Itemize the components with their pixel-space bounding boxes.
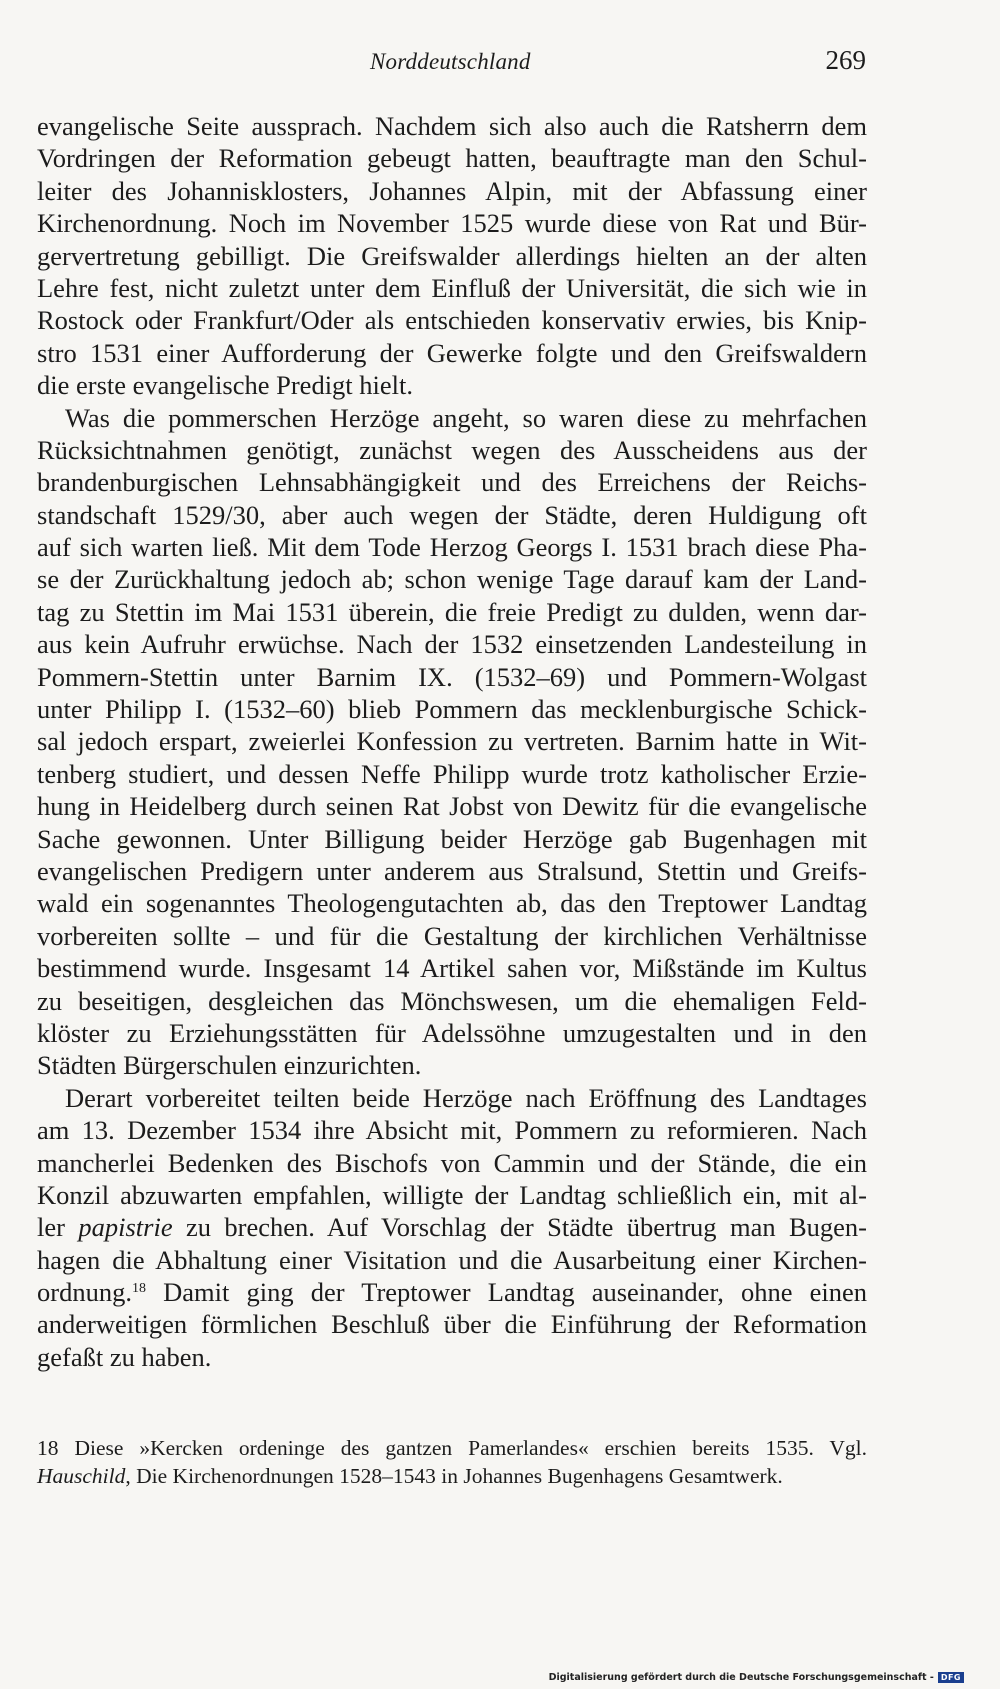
text-line: evangelischen Predigern unter anderem aus Stralsund, Stettin und Greifs- bbox=[37, 855, 867, 886]
text-line: Rostock oder Frankfurt/Oder als entschieden konservativ erwies, bis Knip- bbox=[37, 305, 867, 336]
text-line: ler papistrie zu brechen. Auf Vorschlag der Städte übertrug man Bugen- bbox=[37, 1212, 867, 1243]
text-line: Kirchenordnung. Noch im November 1525 wurde diese von Rat und Bür- bbox=[37, 208, 867, 239]
text-line: gervertretung gebilligt. Die Greifswalder allerdings hielten an der alten bbox=[37, 240, 867, 271]
text-line: Derart vorbereitet teilten beide Herzöge nach Eröffnung des Landtages bbox=[65, 1082, 867, 1113]
text-line: leiter des Johannisklosters, Johannes Alpin, mit der Abfassung einer bbox=[37, 175, 867, 206]
text-line: Rücksichtnahmen genötigt, zunächst wegen des Ausscheidens aus der bbox=[37, 434, 867, 465]
text-line: auf sich warten ließ. Mit dem Tode Herzog Georgs I. 1531 brach diese Pha- bbox=[37, 532, 867, 563]
digitization-credit bbox=[549, 1672, 964, 1683]
text-line: unter Philipp I. (1532–60) blieb Pommern das mecklenburgische Schick- bbox=[37, 694, 867, 725]
text-line: se der Zurückhaltung jedoch ab; schon wenige Tage darauf kam der Land- bbox=[37, 564, 867, 595]
footnote-author: Hauschild bbox=[37, 1464, 126, 1488]
running-title: Norddeutschland bbox=[370, 49, 531, 74]
text-line: vorbereiten sollte – und für die Gestaltung der kirchlichen Verhältnisse bbox=[37, 920, 867, 951]
body-text bbox=[37, 110, 867, 1373]
footnote bbox=[37, 1434, 867, 1490]
text-line: am 13. Dezember 1534 ihre Absicht mit, Pommern zu reformieren. Nach bbox=[37, 1115, 867, 1146]
text-line: tag zu Stettin im Mai 1531 überein, die freie Predigt zu dulden, wenn dar- bbox=[37, 596, 867, 627]
italic-term: papistrie bbox=[78, 1212, 173, 1243]
text-line: klöster zu Erziehungsstätten für Adelssöhne umzugestalten und in den bbox=[37, 1017, 867, 1048]
text-line: bestimmend wurde. Insgesamt 14 Artikel sahen vor, Mißstände im Kultus bbox=[37, 953, 867, 984]
text-line: Städten Bürgerschulen einzurichten. bbox=[37, 1050, 422, 1081]
text-line: aus kein Aufruhr erwüchse. Nach der 1532 einsetzenden Landesteilung in bbox=[37, 629, 867, 660]
footnote-line: 18 Diese »Kercken ordeninge des gantzen Pamerlandes« erschien bereits 1535. Vgl. bbox=[37, 1436, 867, 1460]
dfg-logo-icon: DFG bbox=[938, 1672, 964, 1683]
text-line: ordnung.$^{18}$ Damit ging der Treptower Landtag auseinander, ohne einen bbox=[37, 1277, 867, 1308]
text-line: tenberg studiert, und dessen Neffe Philipp wurde trotz katholischer Erzie- bbox=[37, 758, 867, 789]
footnote-line: Hauschild, Die Kirchenordnungen 1528–1543 in Johannes Bugenhagens Gesamtwerk. bbox=[37, 1464, 783, 1488]
text-line: hagen die Abhaltung einer Visitation und die Ausarbeitung einer Kirchen- bbox=[37, 1244, 867, 1275]
text-line: Vordringen der Reformation gebeugt hatten, beauftragte man den Schul- bbox=[37, 143, 867, 174]
text-line: stro 1531 einer Aufforderung der Gewerke folgte und den Greifswaldern bbox=[37, 337, 867, 368]
text-line: Was die pommerschen Herzöge angeht, so waren diese zu mehrfachen bbox=[65, 402, 867, 433]
running-head bbox=[0, 45, 1000, 81]
text-line: mancherlei Bedenken des Bischofs von Cammin und der Stände, die ein bbox=[37, 1147, 867, 1178]
footnote-ref: 18 bbox=[131, 1281, 146, 1297]
credit-text: Digitalisierung gefördert durch die Deutsche Forschungsgemeinschaft - bbox=[548, 1672, 934, 1683]
text-line: wald ein sogenanntes Theologengutachten ab, das den Treptower Landtag bbox=[37, 888, 867, 919]
text-line: zu beseitigen, desgleichen das Mönchswesen, um die ehemaligen Feld- bbox=[37, 985, 867, 1016]
text-line: Pommern-Stettin unter Barnim IX. (1532–69) und Pommern-Wolgast bbox=[37, 661, 867, 692]
text-line: gefaßt zu haben. bbox=[37, 1341, 212, 1372]
text-line: Sache gewonnen. Unter Billigung beider Herzöge gab Bugenhagen mit bbox=[37, 823, 867, 854]
text-line: evangelische Seite aussprach. Nachdem sich also auch die Ratsherrn dem bbox=[37, 111, 867, 141]
page-number: 269 bbox=[825, 45, 866, 75]
text-line: hung in Heidelberg durch seinen Rat Jobst von Dewitz für die evangelische bbox=[37, 791, 867, 822]
footnote-number: 18 bbox=[37, 1436, 59, 1460]
text-line: brandenburgischen Lehnsabhängigkeit und des Erreichens der Reichs- bbox=[37, 467, 867, 498]
text-line: Konzil abzuwarten empfahlen, willigte der Landtag schließlich ein, mit al- bbox=[37, 1179, 867, 1210]
text-line: sal jedoch erspart, zweierlei Konfession zu vertreten. Barnim hatte in Wit- bbox=[37, 726, 867, 757]
text-line: die erste evangelische Predigt hielt. bbox=[37, 370, 414, 401]
text-line: anderweitigen förmlichen Beschluß über die Einführung der Reformation bbox=[37, 1309, 867, 1340]
text-line: standschaft 1529/30, aber auch wegen der Städte, deren Huldigung oft bbox=[37, 499, 867, 530]
text-line: Lehre fest, nicht zuletzt unter dem Einfluß der Universität, die sich wie in bbox=[37, 272, 867, 303]
